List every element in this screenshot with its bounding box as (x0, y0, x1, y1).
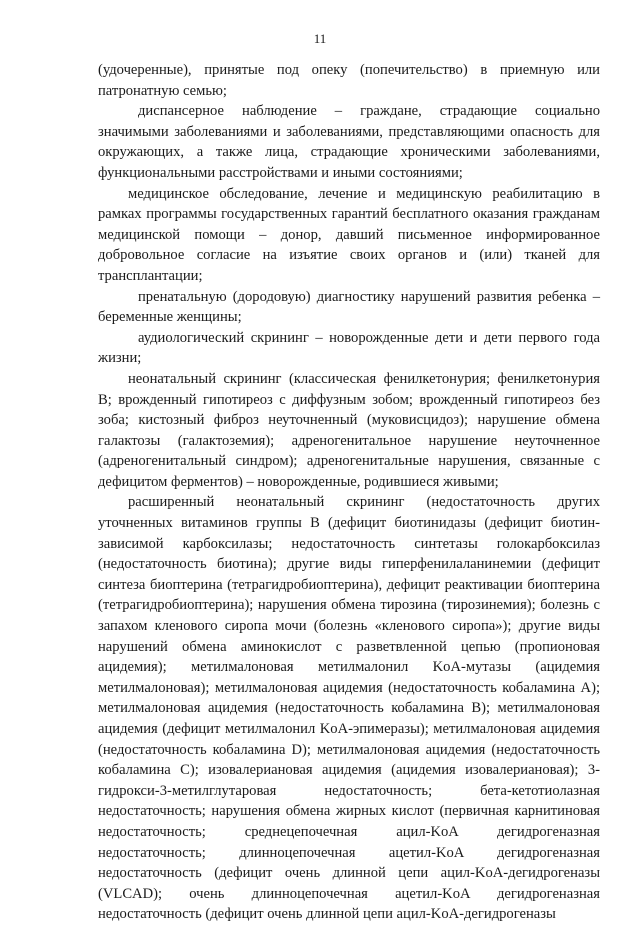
paragraph-extended-neonatal-screening: расширенный неонатальный скрининг (недостаточность других уточненных витаминов группы B (дефицит биотинидазы (дефицит биотин-зависимой карбоксилазы; недостаточность синтетазы голокарбоксилаз (недостаточность биотина); другие виды гиперфенилаланинемии (дефицит синтеза биоптерина (тетрагидробиоптерина), дефицит реактивации биоптерина (тетрагидробиоптерина); нарушения обмена тирозина (тирозинемия); болезнь с запахом кленового сиропа мочи (болезнь «кленового сиропа»); другие виды нарушений обмена аминокислот с разветвленной цепью (пропионовая ацидемия); метилмалоновая метилмалонил KoA-мутазы (ацидемия метилмалоновая); метилмалоновая ацидемия (недостаточность кобаламина A); метилмалоновая ацидемия (недостаточность кобаламина B); метилмалоновая ацидемия (дефицит метилмалонил KoA-эпимеразы); метилмалоновая ацидемия (недостаточность кобаламина D); метилмалоновая ацидемия (недостаточность кобаламина C); изовалериановая ацидемия (ацидемия изовалериановая); 3-гидрокси-3-метилглутаровая недостаточность; бета-кетотиолазная недостаточность; нарушения обмена жирных кислот (первичная карнитиновая недостаточность; среднецепочечная ацил-KoA дегидрогеназная недостаточность; длинноцепочечная ацетил-KoA дегидрогеназная недостаточность (дефицит очень длинной цепи ацил-KoA-дегидрогеназы (VLCAD); очень длинноцепочечная ацетил-KoA дегидрогеназная недостаточность (дефицит очень длинной цепи ацил-KoA-дегидрогеназы (98, 494, 600, 923)
paragraph-neonatal-screening: неонатальный скрининг (классическая фенилкетонурия; фенилкетонурия B; врожденный гипотиреоз с диффузным зобом; врожденный гипотиреоз без зоба; кистозный фиброз неуточненный (муковисцидоз); нарушение обмена галактозы (галактоземия); адреногенитальное нарушение неуточненное (адреногенитальный синдром); адреногенитальные нарушения, связанные с дефицитом ферментов) – новорожденные, родившиеся живыми; (98, 370, 600, 490)
page-number: 11 (313, 31, 327, 46)
document-body (98, 60, 600, 925)
paragraph-prenatal-diagnostics: пренатальную (дородовую) диагностику нарушений развития ребенка – беременные женщины; (98, 288, 600, 326)
paragraph-continuation: (удочеренные), принятые под опеку (попечительство) в приемную или патронатную семью; (98, 62, 600, 99)
paragraph-dispensary-observation: диспансерное наблюдение – граждане, страдающие социально значимыми заболеваниями и заболеваниями, представляющими опасность для окружающих, а также лица, страдающие хроническими заболеваниями, функциональными расстройствами и иными состояниями; (98, 103, 600, 181)
paragraph-medical-examination: медицинское обследование, лечение и медицинскую реабилитацию в рамках программы государственных гарантий бесплатного оказания гражданам медицинской помощи – донор, давший письменное информированное добровольное согласие на изъятие своих органов и (или) тканей для трансплантации; (98, 185, 600, 284)
paragraph-audiological-screening: аудиологический скрининг – новорожденные дети и дети первого года жизни; (98, 329, 600, 367)
